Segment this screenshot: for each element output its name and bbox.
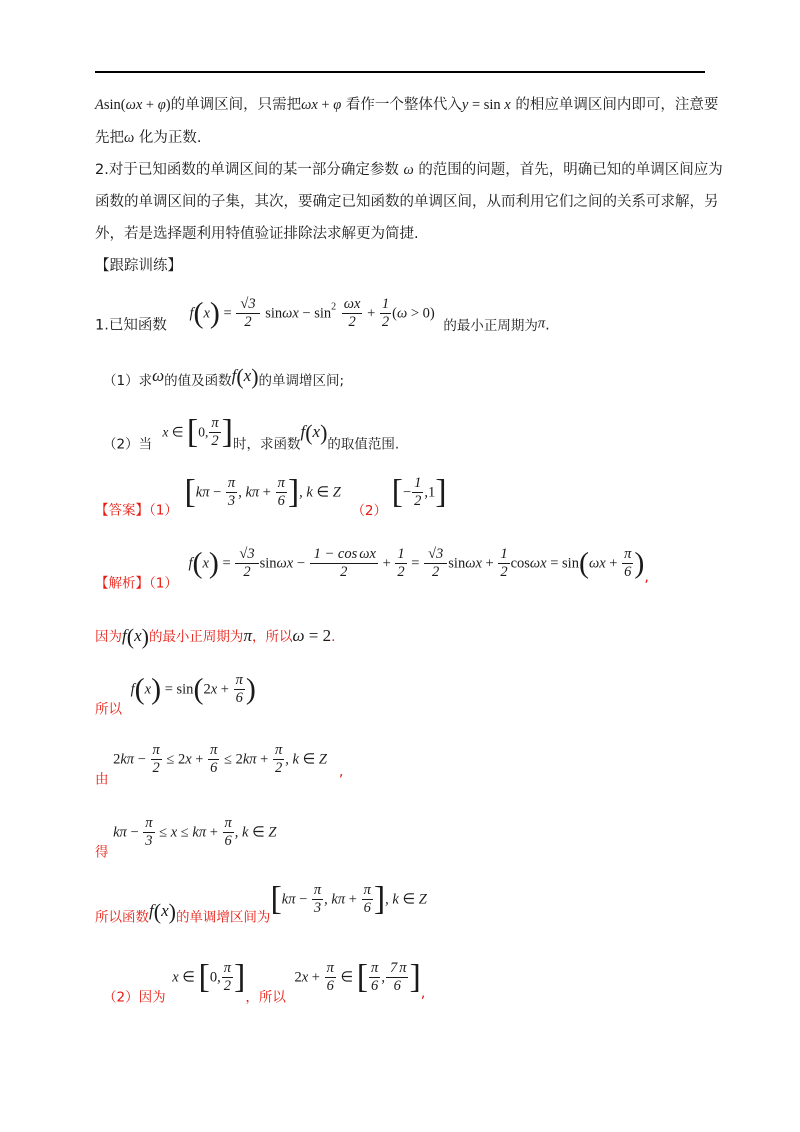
p1-text-3: 的相应单调区间内即可，注意要 xyxy=(515,97,719,113)
problem-suffix: 的最小正周期为 xyxy=(443,317,538,334)
p1-text-5: 化为正数. xyxy=(138,130,202,146)
problem-statement: 1.已知函数 f(x) = $\frac{√3}{2}$ $\sin\omega x - \sin^2$ $\frac{\omega x}{2}$ + $\frac{1}{2}$ (ω > 0) 的最小正周期为π. xyxy=(95,296,550,334)
paragraph-2-line-3: 外，若是选择题利用特值验证排除法求解更为简捷. xyxy=(95,226,419,242)
question-2: （2）当 x ∈ [0, $\frac{\pi}{2}$ ]时，求函数f(x)的取值范围. xyxy=(103,413,400,453)
header-rule xyxy=(95,71,705,73)
analysis-line-4: 由 2kπ − $\frac{\pi}{2}$ ≤ 2x + $\frac{\pi}{6}$ ≤ 2kπ + $\frac{\pi}{2}$ , k ∈ Z, xyxy=(95,742,344,788)
analysis-part-1-label: （1） xyxy=(149,575,178,592)
paragraph-2-line-1: 2.对于已知函数的单调区间的某一部分确定参数 ω 的范围的问题，首先，明确已知的单调区间应为 xyxy=(95,162,723,178)
analysis-s1b: 的最小正周期为 xyxy=(148,629,244,645)
problem-intro: 1.已知函数 xyxy=(95,317,167,334)
paragraph-2-line-2: 函数的单调区间的子集，其次，要确定已知函数的单调区间，从而利用它们之间的关系可求解，另 xyxy=(95,194,719,210)
analysis-s6b: ，所以 xyxy=(245,989,286,1006)
q1-text-c: 的单调增区间; xyxy=(258,373,345,389)
answer-line: 【答案】（1） [kπ − $\frac{\pi}{3}$ , kπ + $\frac{\pi}{6}$ ], k ∈ Z （2） [− $\frac{1}{2}$ ,1] xyxy=(95,473,447,519)
analysis-line-1: 【解析】（1） f(x) = $\frac{√3}{2}$ sinωx − $\frac{\text{1 − cos ωx}}{2}$ + $\frac{1}{2}$ = $\frac{√3}{2}$ sinωx + $\frac{1}{2}$ cosωx = sin(ωx + $\frac{\pi}{6}$ ), xyxy=(95,546,649,592)
q2-text-b: 时，求函数 xyxy=(232,436,301,453)
analysis-s5a: 所以函数 xyxy=(95,909,149,926)
analysis-label: 【解析】 xyxy=(95,575,149,592)
analysis-line-7: （2）因为 x ∈ [0, $\frac{\pi}{2}$ ]，所以 2x + $\frac{\pi}{6}$ ∈ [ $\frac{\pi}{6}$ , $\frac{7 \pi}{6}$ ], xyxy=(103,958,426,1006)
question-1: （1）求ω的值及函数f(x)的单调增区间; xyxy=(103,364,345,389)
analysis-s5b: 的单调增区间为 xyxy=(175,909,271,926)
analysis-line-5: 得 kπ − $\frac{\pi}{3}$ ≤ x ≤ kπ + $\frac{\pi}{6}$ , k ∈ Z xyxy=(95,815,277,861)
analysis-s1a: 因为 xyxy=(95,629,122,645)
paragraph-1-line-2: 先把ω 化为正数. xyxy=(95,130,202,146)
answer-part-1-label: （1） xyxy=(149,502,178,519)
function-definition: f(x) = $\frac{√3}{2}$ $\sin\omega x - \sin^2$ $\frac{\omega x}{2}$ + $\frac{1}{2}$ (ω > 0) xyxy=(189,296,435,330)
q2-text-a: （2）当 xyxy=(103,436,153,453)
answer-label: 【答案】 xyxy=(95,502,149,519)
analysis-s1c: ，所以 xyxy=(251,629,293,645)
q2-text-c: 的取值范围. xyxy=(327,436,400,453)
q1-text-a: （1）求 xyxy=(103,373,153,389)
analysis-s4: 得 xyxy=(95,844,109,861)
p1-text-2: 看作一个整体代入 xyxy=(345,97,462,113)
answer-part-2-label: （2） xyxy=(351,502,388,519)
p1-text-4: 先把 xyxy=(95,130,124,146)
analysis-s3: 由 xyxy=(95,771,109,788)
p1-text-1: 的单调区间，只需把 xyxy=(170,97,302,113)
analysis-line-2: 因为f(x)的最小正周期为π，所以ω = 2. xyxy=(95,624,336,649)
p2-line-1b: 的范围的问题，首先，明确已知的单调区间应为 xyxy=(418,162,723,178)
q1-text-b: 的值及函数 xyxy=(164,373,232,389)
paragraph-1-line-1: Asin(ωx + φ)的单调区间，只需把ωx + φ 看作一个整体代入y = sin x 的相应单调区间内即可，注意要 xyxy=(95,97,719,113)
section-title: 【跟踪训练】 xyxy=(95,258,182,274)
p2-line-1a: 2.对于已知函数的单调区间的某一部分确定参数 xyxy=(95,162,399,178)
analysis-line-3: 所以 f(x) = sin(2x + $\frac{\pi}{6}$ ) xyxy=(95,672,256,718)
analysis-s2: 所以 xyxy=(95,701,122,718)
analysis-line-6: 所以函数f(x)的单调增区间为[kπ − $\frac{\pi}{3}$ , kπ + $\frac{\pi}{6}$ ], k ∈ Z xyxy=(95,880,427,926)
analysis-s6a: （2）因为 xyxy=(103,989,166,1006)
